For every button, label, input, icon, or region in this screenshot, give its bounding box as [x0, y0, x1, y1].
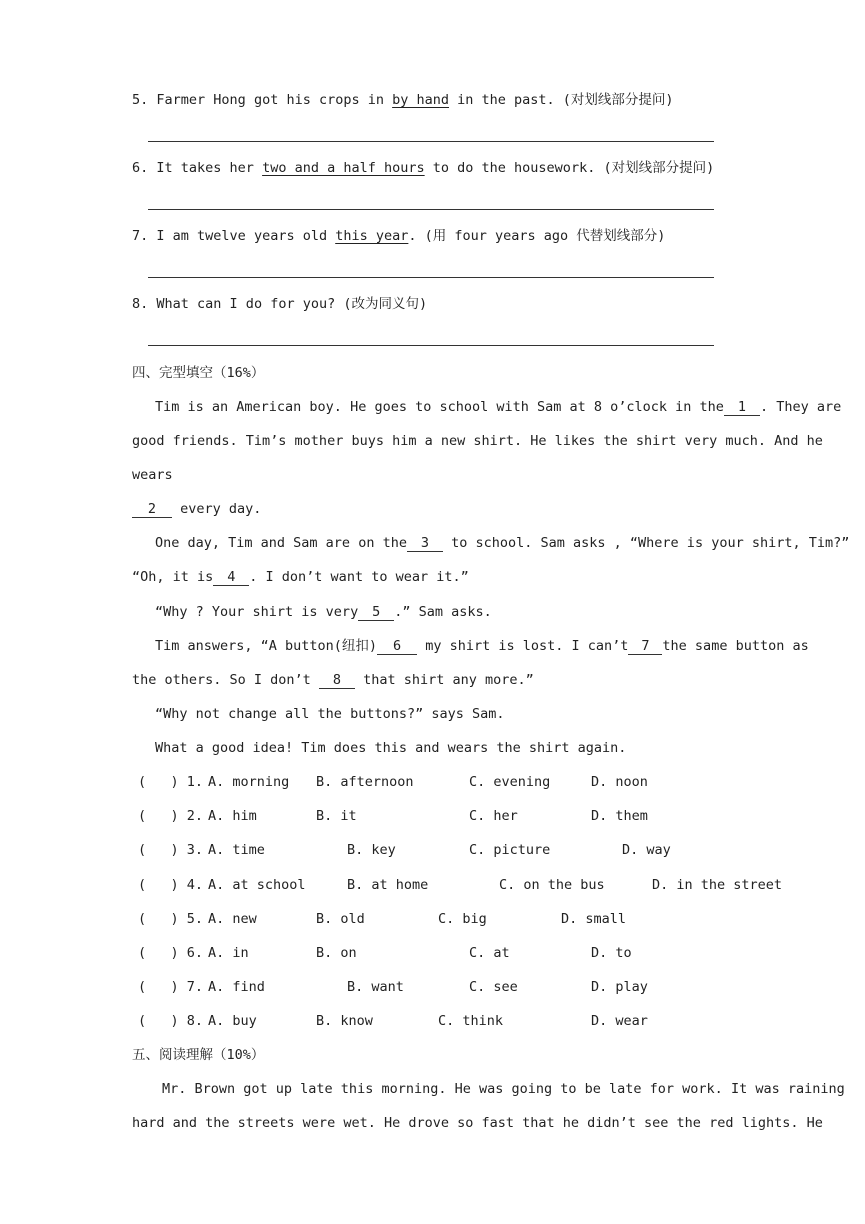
answer-line-7[interactable] — [148, 277, 714, 278]
blank-1[interactable]: 1 — [724, 399, 760, 416]
option-c[interactable]: C. at — [469, 945, 510, 961]
section-5-title: 五、阅读理解（10%） — [132, 1047, 265, 1063]
option-b[interactable]: B. know — [316, 1013, 373, 1029]
blank-8[interactable]: 8 — [319, 672, 355, 689]
blank-4[interactable]: 4 — [213, 569, 249, 586]
option-b[interactable]: B. old — [316, 911, 365, 927]
passage-line: the others. So I don’t 8 that shirt any more.” — [132, 672, 534, 688]
option-a[interactable]: A. find — [208, 979, 265, 995]
option-b[interactable]: B. want — [347, 979, 404, 995]
option-a[interactable]: A. buy — [208, 1013, 257, 1029]
option-c[interactable]: C. her — [469, 808, 518, 824]
option-a[interactable]: A. new — [208, 911, 257, 927]
option-d[interactable]: D. way — [622, 842, 671, 858]
blank-2[interactable]: 2 — [132, 501, 172, 518]
option-c[interactable]: C. picture — [469, 842, 551, 858]
option-c[interactable]: C. evening — [469, 774, 551, 790]
option-a[interactable]: A. at school — [208, 877, 306, 893]
question-6: 6. It takes her two and a half hours to do the housework. (对划线部分提问) — [132, 160, 715, 176]
reading-line: Mr. Brown got up late this morning. He was going to be late for work. It was raining — [162, 1081, 845, 1097]
option-row[interactable]: ( ) 7. — [138, 979, 204, 995]
answer-line-5[interactable] — [148, 141, 714, 142]
option-b[interactable]: B. on — [316, 945, 357, 961]
option-row[interactable]: ( ) 1. — [138, 774, 204, 790]
option-d[interactable]: D. noon — [591, 774, 648, 790]
passage-line: “Why not change all the buttons?” says Sam. — [155, 706, 505, 722]
passage-line: One day, Tim and Sam are on the 3 to school. Sam asks , “Where is your shirt, Tim?” — [155, 535, 850, 551]
blank-7[interactable]: 7 — [628, 638, 662, 655]
option-b[interactable]: B. afternoon — [316, 774, 414, 790]
option-d[interactable]: D. in the street — [652, 877, 783, 893]
option-c[interactable]: C. on the bus — [499, 877, 605, 893]
passage-line: Tim is an American boy. He goes to school with Sam at 8 o’clock in the 1 . They are — [155, 399, 842, 415]
passage-line: Tim answers, “A button(纽扣) 6 my shirt is lost. I can’t 7 the same button as — [155, 638, 809, 654]
option-row[interactable]: ( ) 3. — [138, 842, 204, 858]
option-c[interactable]: C. big — [438, 911, 487, 927]
question-5: 5. Farmer Hong got his crops in by hand in the past. (对划线部分提问) — [132, 92, 674, 108]
passage-line: What a good idea! Tim does this and wears the shirt again. — [155, 740, 627, 756]
reading-line: hard and the streets were wet. He drove so fast that he didn’t see the red lights. He — [132, 1115, 823, 1131]
answer-line-6[interactable] — [148, 209, 714, 210]
option-row[interactable]: ( ) 8. — [138, 1013, 204, 1029]
option-a[interactable]: A. him — [208, 808, 257, 824]
passage-line: “Why ? Your shirt is very 5 .” Sam asks. — [155, 604, 492, 620]
option-b[interactable]: B. at home — [347, 877, 429, 893]
section-4-title: 四、完型填空（16%） — [132, 365, 265, 381]
option-d[interactable]: D. to — [591, 945, 632, 961]
option-row[interactable]: ( ) 6. — [138, 945, 204, 961]
option-a[interactable]: A. morning — [208, 774, 290, 790]
option-c[interactable]: C. see — [469, 979, 518, 995]
passage-line: wears — [132, 467, 173, 483]
blank-5[interactable]: 5 — [358, 604, 394, 621]
blank-3[interactable]: 3 — [407, 535, 443, 552]
passage-line: “Oh, it is 4 . I don’t want to wear it.” — [132, 569, 469, 585]
option-d[interactable]: D. wear — [591, 1013, 648, 1029]
passage-line: 2 every day. — [132, 500, 261, 518]
answer-line-8[interactable] — [148, 345, 714, 346]
option-row[interactable]: ( ) 2. — [138, 808, 204, 824]
option-d[interactable]: D. play — [591, 979, 648, 995]
blank-6[interactable]: 6 — [377, 638, 417, 655]
option-d[interactable]: D. them — [591, 808, 648, 824]
option-row[interactable]: ( ) 5. — [138, 911, 204, 927]
passage-line: good friends. Tim’s mother buys him a new shirt. He likes the shirt very much. And he — [132, 433, 823, 449]
option-d[interactable]: D. small — [561, 911, 627, 927]
option-b[interactable]: B. key — [347, 842, 396, 858]
option-a[interactable]: A. time — [208, 842, 265, 858]
question-8: 8. What can I do for you? (改为同义句) — [132, 296, 428, 312]
option-a[interactable]: A. in — [208, 945, 249, 961]
question-7: 7. I am twelve years old this year. (用 four years ago 代替划线部分) — [132, 228, 666, 244]
option-c[interactable]: C. think — [438, 1013, 504, 1029]
option-row[interactable]: ( ) 4. — [138, 877, 204, 893]
option-b[interactable]: B. it — [316, 808, 357, 824]
